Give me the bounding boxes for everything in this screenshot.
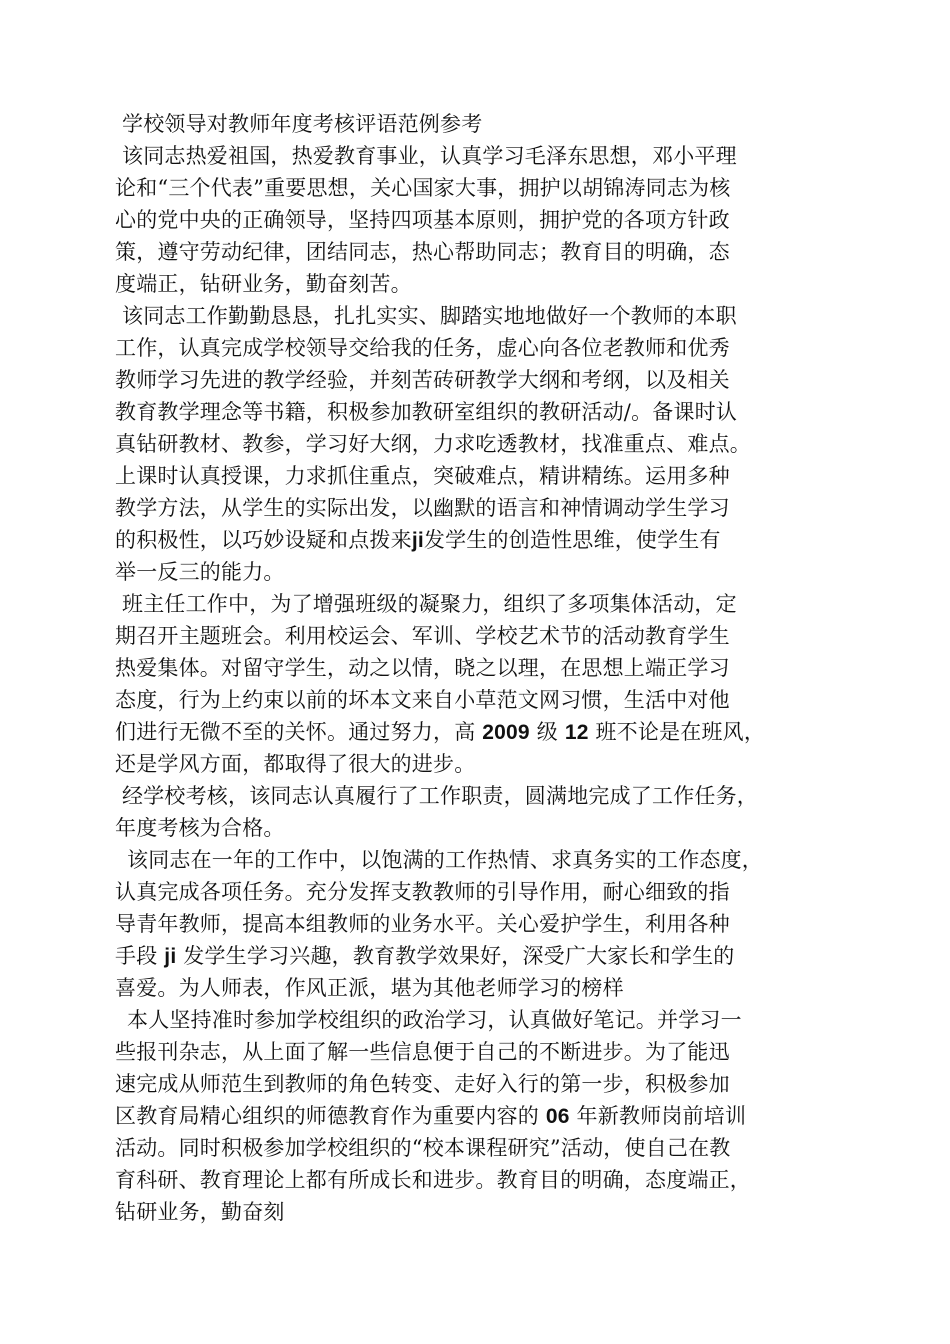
text-segment: 级: [536, 720, 558, 744]
text-line: 工作，认真完成学校领导交给我的任务，虚心向各位老教师和优秀: [115, 336, 730, 360]
text-segment: 06: [545, 1105, 570, 1128]
text-segment: 班不论是在班风，: [595, 720, 766, 744]
text-line: 喜爱。为人师表，作风正派，堪为其他老师学习的榜样: [115, 976, 624, 1000]
text-line: 导青年教师，提高本组教师的业务水平。关心爱护学生，利用各种: [115, 912, 730, 936]
text-line: 态度，行为上约束以前的坏本文来自小草范文网习惯，生活中对他: [115, 688, 730, 712]
text-line: 班主任工作中，为了增强班级的凝聚力，组织了多项集体活动，定: [122, 592, 737, 616]
text-line: 举一反三的能力。: [115, 560, 285, 584]
text-line: 活动。同时积极参加学校组织的“校本课程研究”活动，使自己在教: [115, 1136, 731, 1160]
text-segment: 发学生的创造性思维，使学生有: [423, 528, 721, 552]
text-line: 该同志热爱祖国，热爱教育事业，认真学习毛泽东思想，邓小平理: [122, 144, 737, 168]
text-line: 该同志在一年的工作中，以饱满的工作热情、求真务实的工作态度，: [127, 848, 763, 872]
text-line: 育科研、教育理论上都有所成长和进步。教育目的明确，态度端正，: [115, 1168, 751, 1192]
text-line: 教育教学理念等书籍，积极参加教研室组织的教研活动/。备课时认: [115, 400, 738, 424]
text-segment: 年新教师岗前培训: [576, 1104, 747, 1128]
text-segment: 发学生学习兴趣，教育教学效果好，深受广大家长和学生的: [183, 944, 735, 968]
document-title: 学校领导对教师年度考核评语范例参考: [122, 112, 483, 136]
text-line: 些报刊杂志，从上面了解一些信息便于自己的不断进步。为了能迅: [115, 1040, 730, 1064]
text-segment: 们进行无微不至的关怀。通过努力，高: [115, 720, 476, 744]
text-segment: ji: [164, 945, 177, 968]
text-segment: 手段: [115, 944, 158, 968]
text-line: 心的党中央的正确领导，坚持四项基本原则，拥护党的各项方针政: [115, 208, 730, 232]
text-line: 度端正，钻研业务，勤奋刻苦。: [115, 272, 412, 296]
text-segment: 2009: [482, 721, 530, 744]
text-line: 还是学风方面，都取得了很大的进步。: [115, 752, 476, 776]
text-line: 期召开主题班会。利用校运会、军训、学校艺术节的活动教育学生: [115, 624, 730, 648]
text-segment: 12: [564, 721, 589, 744]
text-line: 策，遵守劳动纪律，团结同志，热心帮助同志；教育目的明确，态: [115, 240, 730, 264]
text-segment: ji: [411, 529, 424, 552]
text-line: 上课时认真授课，力求抓住重点，突破难点，精讲精练。运用多种: [115, 464, 730, 488]
text-line: 热爱集体。对留守学生，动之以情，晓之以理，在思想上端正学习: [115, 656, 730, 680]
text-line: [115, 1100, 855, 1132]
text-line: 论和“三个代表”重要思想，关心国家大事，拥护以胡锦涛同志为核: [115, 176, 731, 200]
text-line: 该同志工作勤勤恳恳，扎扎实实、脚踏实地地做好一个教师的本职: [122, 304, 737, 328]
text-line: [115, 524, 855, 556]
text-line: 认真完成各项任务。充分发挥支教教师的引导作用，耐心细致的指: [115, 880, 730, 904]
text-line: 钻研业务，勤奋刻: [115, 1200, 285, 1224]
document-page: [115, 108, 855, 1228]
text-line: 年度考核为合格。: [115, 816, 285, 840]
text-line: [115, 716, 855, 748]
text-segment: 区教育局精心组织的师德教育作为重要内容的: [115, 1104, 539, 1128]
text-line: 本人坚持准时参加学校组织的政治学习，认真做好笔记。并学习一: [127, 1008, 742, 1032]
text-line: 速完成从师范生到教师的角色转变、走好入行的第一步，积极参加: [115, 1072, 730, 1096]
text-line: 经学校考核，该同志认真履行了工作职责，圆满地完成了工作任务，: [122, 784, 758, 808]
text-line: 教学方法，从学生的实际出发，以幽默的语言和神情调动学生学习: [115, 496, 730, 520]
text-line: [115, 940, 855, 972]
text-segment: 的积极性，以巧妙设疑和点拨来: [115, 528, 412, 552]
text-line: 真钻研教材、教参，学习好大纲，力求吃透教材，找准重点、难点。: [115, 432, 751, 456]
text-line: 教师学习先进的教学经验，并刻苦砖研教学大纲和考纲，以及相关: [115, 368, 730, 392]
